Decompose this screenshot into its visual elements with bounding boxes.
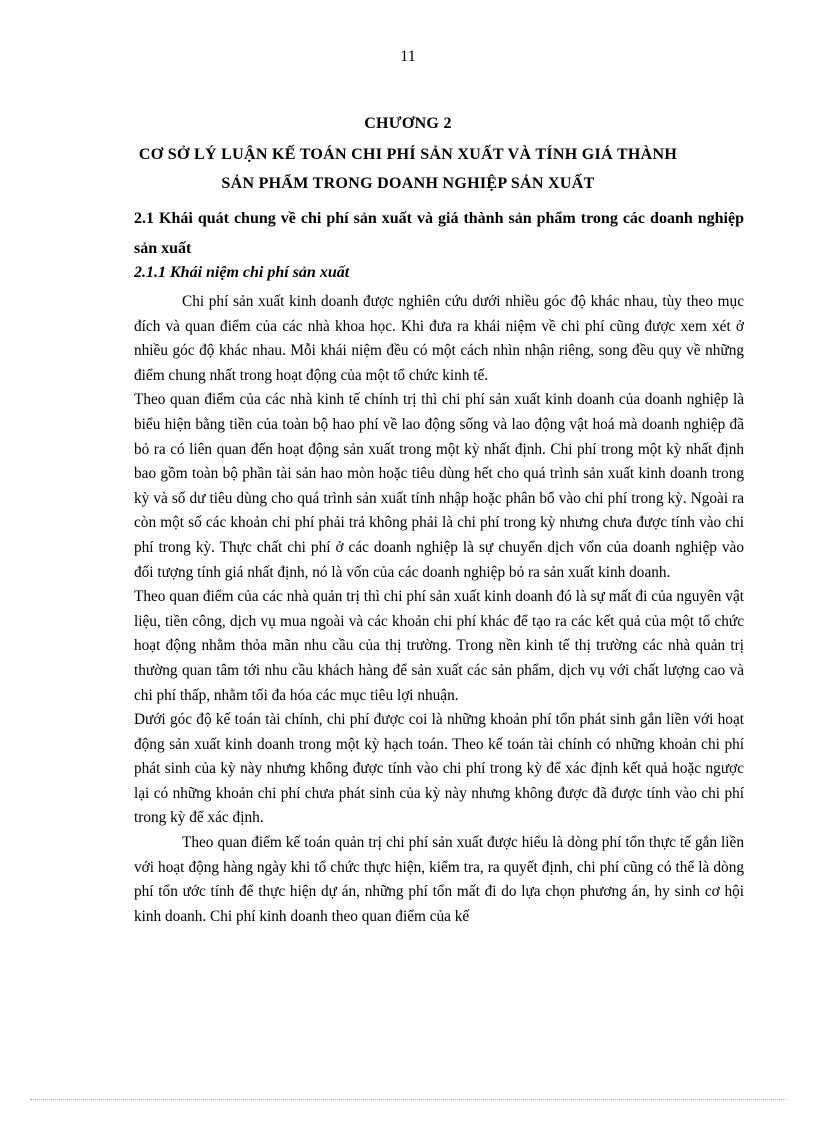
paragraph: Dưới góc độ kế toán tài chính, chi phí được coi là những khoản phí tổn phát sinh gắn liền với hoạt động sản xuất kinh doanh trong một kỳ hạch toán. Theo kế toán tài chính có những khoản chi phí phát sinh của kỳ này nhưng không được tính vào chi phí trong kỳ để xác định kết quả hoặc ngược lại có những khoản chi phí chưa phát sinh của kỳ này nhưng không được đã được tính vào chi phí trong kỳ để xác định. <box>134 711 744 827</box>
section-heading: 2.1 Khái quát chung về chi phí sản xuất và giá thành sản phẩm trong các doanh nghiệp sản xuất <box>134 210 744 257</box>
chapter-title-line-1: CƠ SỞ LÝ LUẬN KẾ TOÁN CHI PHÍ SẢN XUẤT VÀ TÍNH GIÁ THÀNH <box>138 146 678 163</box>
paragraph: Theo quan điểm của các nhà kinh tế chính trị thì chi phí sản xuất kinh doanh của doanh nghiệp là biểu hiện bằng tiền của toàn bộ hao phí về lao động sống và lao động vật hoá mà doanh nghiệp đã bỏ ra có liên quan đến hoạt động sản xuất trong một kỳ nhất định. Chi phí trong một kỳ nhất định bao gồm toàn bộ phần tài sản hao mòn hoặc tiêu dùng hết cho quá trình sản xuất kinh doanh trong kỳ và số dư tiêu dùng cho quá trình sản xuất tính nhập hoặc phân bổ vào chi phí trong kỳ. Ngoài ra còn một số các khoản chi phí phải trả không phải là chi phí trong kỳ nhưng chưa được tính vào chi phí trong kỳ. Thực chất chi phí ở các doanh nghiệp là sự chuyển dịch vốn của doanh nghiệp vào đối tượng tính giá nhất định, nó là vốn của các doanh nghiệp bỏ ra sản xuất kinh doanh. <box>134 391 744 581</box>
page-number: 11 <box>400 48 416 65</box>
chapter-title-line-2: SẢN PHẨM TRONG DOANH NGHIỆP SẢN XUẤT <box>221 175 595 192</box>
paragraph: Theo quan điểm kế toán quản trị chi phí sản xuất được hiểu là dòng phí tổn thực tế gắn liền với hoạt động hàng ngày khi tổ chức thực hiện, kiểm tra, ra quyết định, chi phí cũng có thể là dòng phí tổn ước tính để thực hiện dự án, những phí tổn mất đi do lựa chọn phương án, hy sinh cơ hội kinh doanh. Chi phí kinh doanh theo quan điểm của kế <box>134 834 744 925</box>
paragraph: Chi phí sản xuất kinh doanh được nghiên cứu dưới nhiều góc độ khác nhau, tùy theo mục đích và quan điểm của các nhà khoa học. Khi đưa ra khái niệm về chi phí cũng được xem xét ở nhiều góc độ khác nhau. Mỗi khái niệm đều có một cách nhìn nhận riêng, song đều quy về những điểm chung nhất trong hoạt động của một tổ chức kinh tế. <box>134 293 744 384</box>
body-text <box>134 290 744 929</box>
footer-divider <box>30 1099 786 1100</box>
paragraph: Theo quan điểm của các nhà quản trị thì chi phí sản xuất kinh doanh đó là sự mất đi của nguyên vật liệu, tiền công, dịch vụ mua ngoài và các khoản chi phí khác để tạo ra các kết quả của một tổ chức hoạt động nhằm thỏa mãn nhu cầu của thị trường. Trong nền kinh tế thị trường các nhà quản trị thường quan tâm tới nhu cầu khách hàng để sản xuất các sản phẩm, dịch vụ với chất lượng cao và chi phí thấp, nhằm tối đa hóa các mục tiêu lợi nhuận. <box>134 588 744 704</box>
subsection-heading: 2.1.1 Khái niệm chi phí sản xuất <box>134 264 350 281</box>
chapter-label: CHƯƠNG 2 <box>364 115 452 132</box>
